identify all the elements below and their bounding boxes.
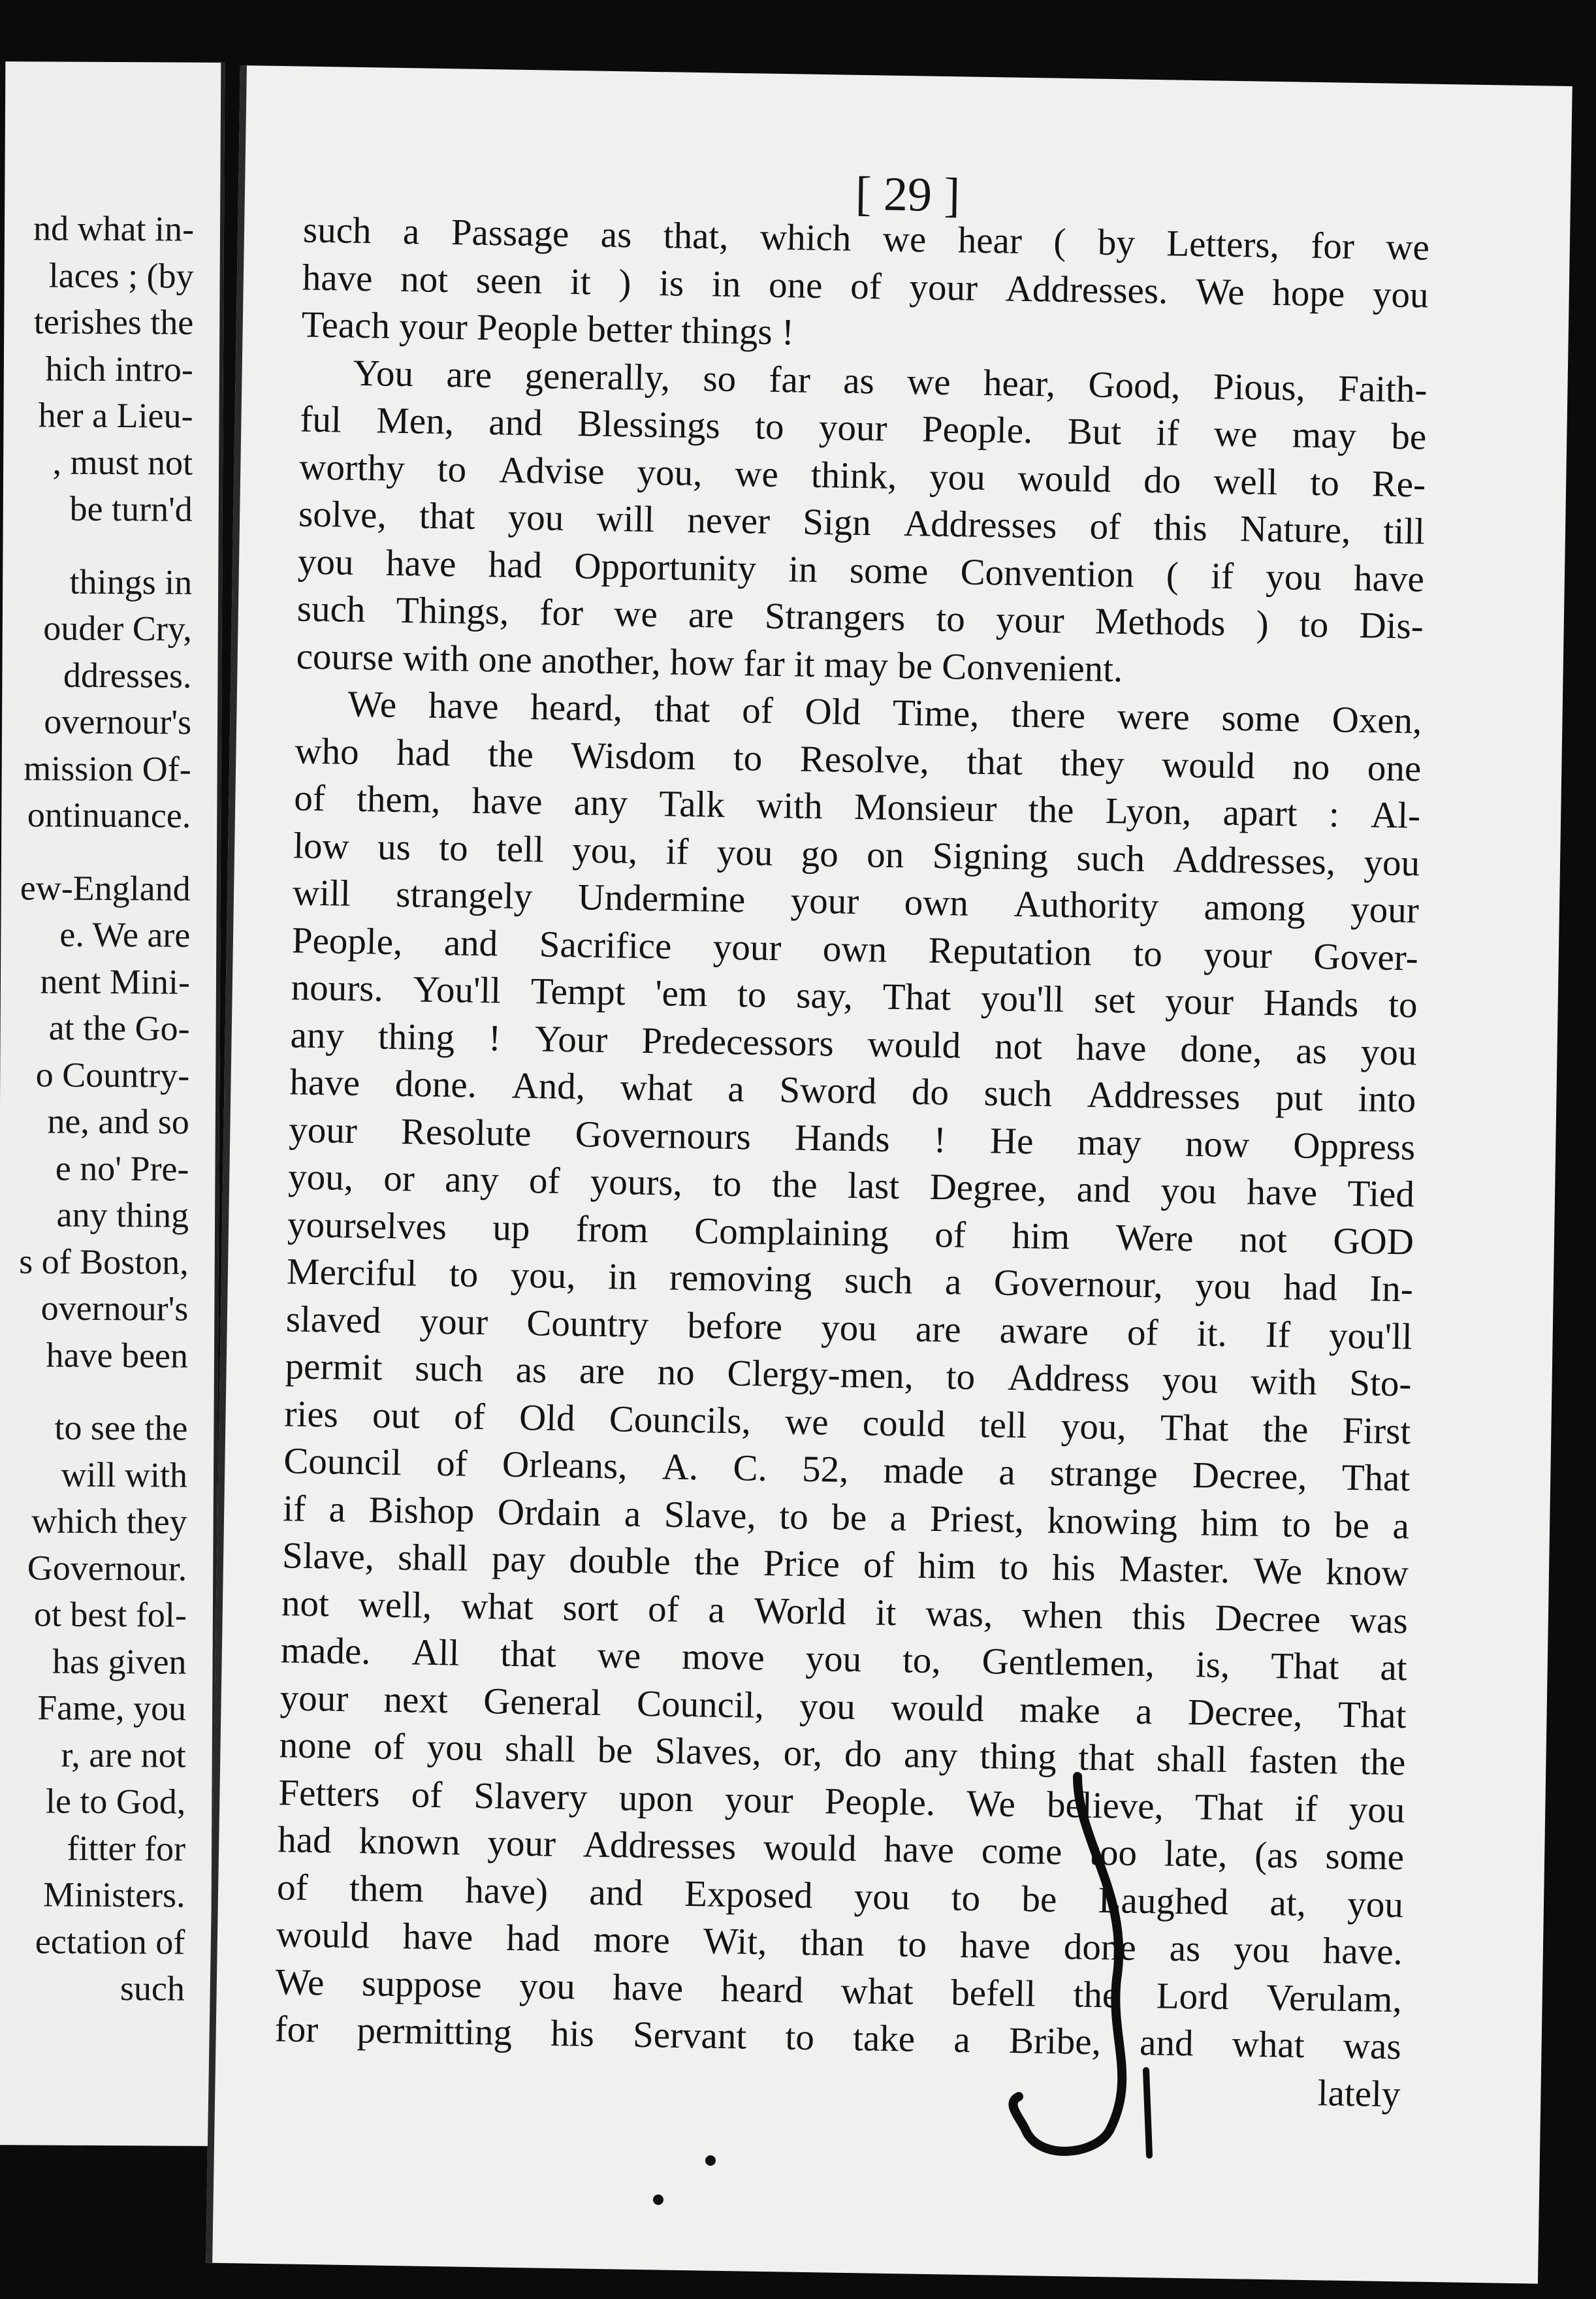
left-text-line: will with	[61, 1455, 188, 1495]
left-text-line: hich intro-	[45, 348, 194, 389]
left-text-line: ew-England	[20, 867, 191, 908]
left-page	[0, 61, 225, 2146]
left-text-line: Governour.	[27, 1547, 187, 1588]
text-line: of them have) and Exposed you to be Laughed at, you	[276, 1866, 1404, 1925]
left-text-line: such	[120, 1969, 185, 2008]
left-text-line: ouder Cry,	[43, 608, 192, 649]
text-line: you, or any of yours, to the last Degree, and you have Tied	[287, 1156, 1415, 1215]
left-text-line: e no' Pre-	[55, 1148, 189, 1189]
text-line: ful Men, and Blessings to your People. But if we may be	[300, 398, 1427, 458]
text-line: worthy to Advise you, we think, you would do well to Re-	[298, 445, 1426, 506]
text-line: for permitting his Servant to take a Bribe, and what was	[274, 2008, 1402, 2068]
text-line: Merciful to you, in removing such a Governour, you had In-	[286, 1251, 1414, 1310]
left-text-line: have been	[46, 1334, 189, 1375]
text-line: such Things, for we are Strangers to your Methods ) to Dis-	[296, 588, 1424, 647]
text-line: of them, have any Talk with Monsieur the Lyon, apart : Al-	[293, 777, 1421, 837]
text-line: had known your Addresses would have come too late, (as some	[277, 1819, 1405, 1878]
line-gap	[18, 1378, 188, 1405]
left-text-line: ddresses.	[63, 655, 192, 696]
page-number: [ 29 ]	[855, 167, 961, 223]
text-line: People, and Sacrifice your own Reputation to your Gover-	[291, 919, 1419, 978]
text-line: We suppose you have heard what befell the Lord Verulam,	[275, 1961, 1403, 2020]
left-text-line: ontinuance.	[27, 795, 191, 835]
left-text-line: nd what in-	[33, 208, 195, 249]
text-line: slaved your Country before you are aware of it. If you'll	[285, 1298, 1413, 1357]
left-text-line: at the Go-	[48, 1008, 190, 1048]
left-text-line: which they	[31, 1501, 187, 1541]
text-line: Council of Orleans, A. C. 52, made a strange Decree, That	[283, 1440, 1411, 1500]
text-line: any thing ! Your Predecessors would not have done, as you	[290, 1014, 1417, 1073]
left-text-line: le to God,	[45, 1781, 186, 1822]
text-line: if a Bishop Ordain a Slave, to be a Priest, knowing him to be a	[282, 1487, 1410, 1547]
left-text-line: ectation of	[35, 1921, 185, 1962]
text-line: have not seen it ) is in one of your Addresses. We hope you	[302, 257, 1429, 316]
left-text-line: fitter for	[67, 1828, 186, 1869]
text-line: Slave, shall pay double the Price of him to his Master. We know	[281, 1535, 1409, 1594]
left-text-line: has given	[52, 1641, 187, 1682]
left-text-line: to see the	[54, 1407, 188, 1448]
left-text-line: ot best fol-	[33, 1594, 187, 1635]
left-text-line: Fame, you	[37, 1688, 187, 1728]
right-page	[206, 65, 1572, 2284]
left-text-line: be turn'd	[69, 489, 193, 529]
text-line: course with one another, how far it may be Convenient.	[296, 635, 1123, 690]
left-text-line: laces ; (by	[48, 255, 194, 296]
left-text-line: overnour's	[44, 701, 192, 742]
text-line: none of you shall be Slaves, or, do any thing that shall fasten the	[279, 1724, 1406, 1784]
text-line: You are generally, so far as we hear, Good, Pious, Faith-	[353, 352, 1428, 411]
text-line: your next General Council, you would make a Decree, That	[279, 1677, 1407, 1736]
text-line: We have heard, that of Old Time, there were some Oxen,	[347, 683, 1422, 742]
text-line: permit such as are no Clergy-men, to Address you with Sto-	[285, 1345, 1412, 1405]
left-text-line: ne, and so	[47, 1101, 190, 1142]
left-text-line: o Country-	[35, 1054, 190, 1095]
text-line: ries out of Old Councils, we could tell you, That the First	[284, 1392, 1411, 1452]
left-text-line: her a Lieu-	[38, 395, 193, 436]
left-text-line: mission Of-	[24, 748, 191, 789]
left-text-line: terishes the	[33, 302, 194, 342]
left-page-text	[14, 205, 194, 2012]
left-text-line: nent Mini-	[40, 961, 191, 1002]
text-line: Fetters of Slavery upon your People. We believe, That if you	[278, 1771, 1405, 1831]
left-text-line: s of Boston,	[19, 1241, 189, 1282]
text-line: not well, what sort of a World it was, when this Decree was	[281, 1582, 1409, 1641]
line-gap	[22, 532, 192, 559]
line-gap	[20, 839, 191, 865]
text-line: solve, that you will never Sign Addresses of this Nature, till	[298, 493, 1426, 553]
text-line: your Resolute Governours Hands ! He may now Oppress	[288, 1108, 1416, 1168]
text-line: who had the Wisdom to Resolve, that they would no one	[295, 730, 1422, 790]
left-text-line: overnour's	[40, 1288, 189, 1328]
text-line: such a Passage as that, which we hear ( by Letters, for we	[302, 209, 1430, 268]
left-text-line: e. We are	[59, 914, 191, 955]
catchword: lately	[1317, 2072, 1401, 2115]
left-text-line: Ministers.	[42, 1874, 185, 1915]
text-line: made. All that we move you to, Gentlemen, is, That at	[280, 1630, 1408, 1689]
page-body-text	[274, 207, 1429, 2119]
ink-mark-icon	[980, 1763, 1189, 2181]
left-text-line: r, are not	[61, 1735, 186, 1775]
left-text-line: things in	[69, 562, 193, 602]
text-line: low us to tell you, if you go on Signing such Addresses, you	[293, 824, 1420, 884]
text-line: will strangely Undermine your own Authority among your	[292, 872, 1420, 931]
left-text-line: , must not	[52, 442, 193, 483]
text-line: you have had Opportunity in some Convention ( if you have	[297, 540, 1425, 600]
text-line: would have had more Wit, than to have done as you have.	[276, 1914, 1403, 1973]
text-line: nours. You'll Tempt 'em to say, That you'll set your Hands to	[291, 967, 1418, 1026]
text-line: have done. And, what a Sword do such Addresses put into	[289, 1061, 1416, 1121]
left-text-line: any thing	[56, 1195, 189, 1235]
text-line: Teach your People better things !	[301, 304, 795, 353]
text-line: yourselves up from Complaining of him Were not GOD	[287, 1203, 1414, 1262]
